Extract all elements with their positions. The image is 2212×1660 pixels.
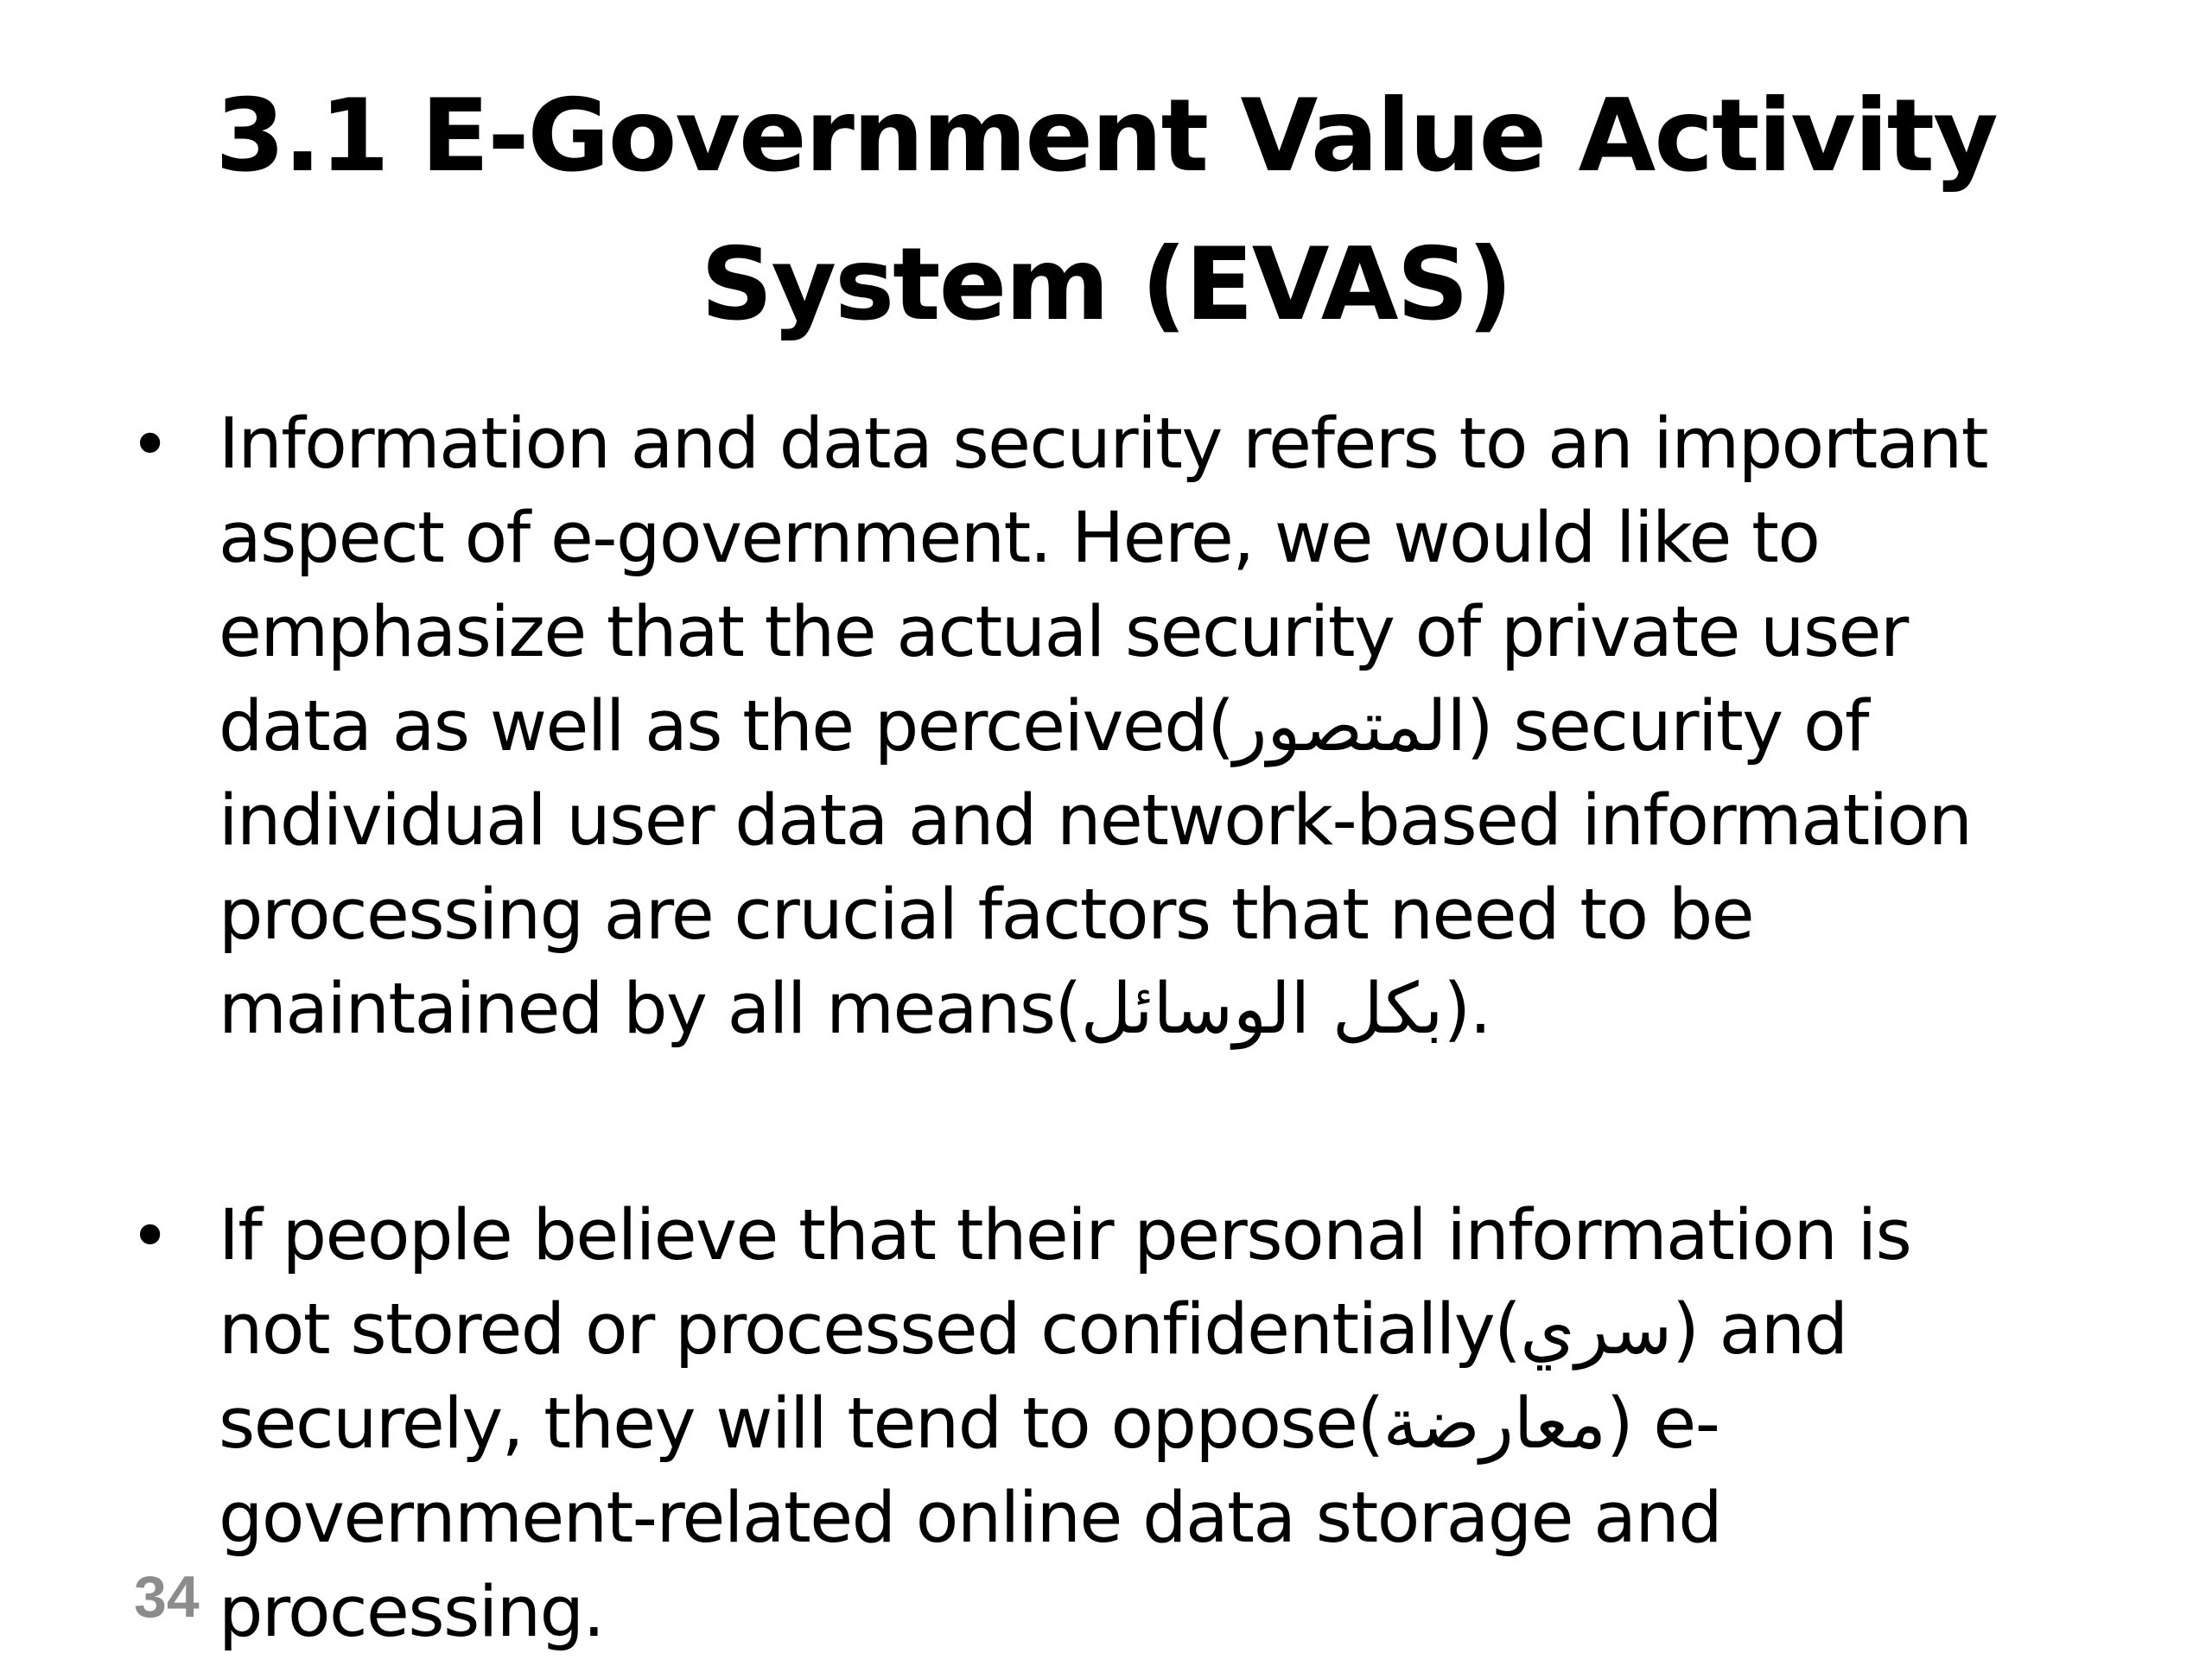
title-line-1: 3.1 E-Government Value Activity [215, 78, 1997, 194]
bullet-text [219, 1189, 2120, 1660]
bullet-line: emphasize that the actual security of private user [219, 592, 1908, 673]
page-number: 34 [134, 1564, 200, 1630]
bullet-line: data as well as the perceived(المتصور) security of [219, 686, 1869, 767]
title-line-2: System (EVAS) [700, 226, 1512, 343]
bullet-text [219, 398, 2120, 1057]
bullet-marker: • [130, 404, 171, 485]
bullet-line: securely, they will tend to oppose(معارضة) e- [219, 1383, 1719, 1465]
bullet-line: individual user data and network-based information [219, 780, 1972, 862]
bullet-line: aspect of e-government. Here, we would like to [219, 498, 1820, 579]
slide-title [0, 62, 2212, 359]
bullet-line: government-related online data storage and [219, 1478, 1722, 1559]
bullet-line: processing are crucial factors that need to be [219, 875, 1754, 956]
bullet-marker: • [130, 1196, 171, 1276]
bullet-line: If people believe that their personal information is [219, 1195, 1911, 1276]
bullet-line: processing. [219, 1572, 604, 1653]
bullet-line: maintained by all means(بكل الوسائل). [219, 969, 1491, 1050]
bullet-line: not stored or processed confidentially(سري) and [219, 1289, 1847, 1371]
bullet-line: Information and data security refers to an important [219, 404, 1988, 485]
